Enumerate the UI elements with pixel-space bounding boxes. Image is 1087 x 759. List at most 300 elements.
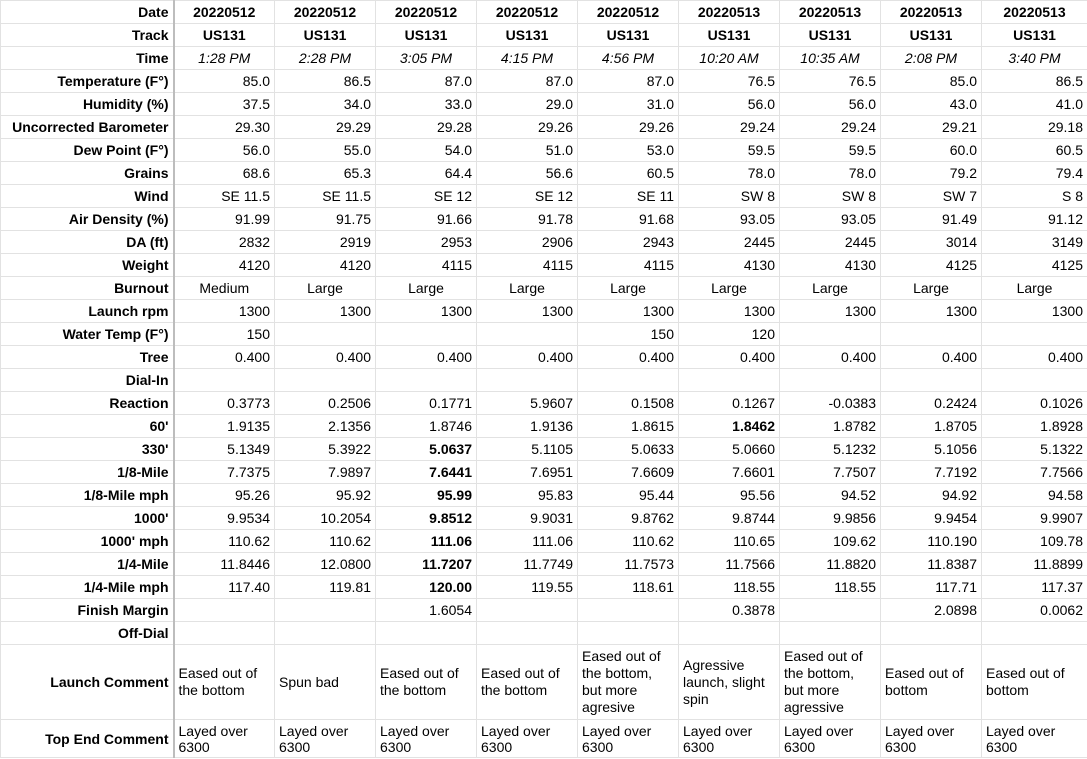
- table-cell[interactable]: [578, 369, 679, 392]
- table-cell[interactable]: 110.190: [881, 530, 982, 553]
- table-cell[interactable]: US131: [780, 24, 881, 47]
- table-cell[interactable]: 11.8820: [780, 553, 881, 576]
- table-cell[interactable]: 0.400: [275, 346, 376, 369]
- table-cell[interactable]: Layed over 6300: [477, 720, 578, 758]
- table-cell[interactable]: 29.29: [275, 116, 376, 139]
- table-cell[interactable]: Large: [578, 277, 679, 300]
- table-cell[interactable]: 110.65: [679, 530, 780, 553]
- table-cell[interactable]: SE 12: [477, 185, 578, 208]
- row-label[interactable]: 1/8-Mile: [1, 461, 174, 484]
- table-cell[interactable]: Eased out of the bottom, but more agressive: [780, 645, 881, 720]
- table-cell[interactable]: 3149: [982, 231, 1087, 254]
- table-cell[interactable]: 29.24: [679, 116, 780, 139]
- table-cell[interactable]: 93.05: [679, 208, 780, 231]
- table-cell[interactable]: 29.26: [578, 116, 679, 139]
- table-cell[interactable]: 59.5: [780, 139, 881, 162]
- table-cell[interactable]: [174, 622, 275, 645]
- table-cell[interactable]: 87.0: [376, 70, 477, 93]
- table-cell[interactable]: 0.400: [982, 346, 1087, 369]
- table-cell[interactable]: Layed over 6300: [275, 720, 376, 758]
- table-cell[interactable]: 10:35 AM: [780, 47, 881, 70]
- table-cell[interactable]: 7.7507: [780, 461, 881, 484]
- table-cell[interactable]: 110.62: [578, 530, 679, 553]
- table-cell[interactable]: [982, 323, 1087, 346]
- table-cell[interactable]: 7.7566: [982, 461, 1087, 484]
- table-cell[interactable]: 1.8705: [881, 415, 982, 438]
- table-cell[interactable]: 20220512: [275, 1, 376, 24]
- table-cell[interactable]: 68.6: [174, 162, 275, 185]
- table-cell[interactable]: 0.400: [376, 346, 477, 369]
- table-cell[interactable]: 5.0660: [679, 438, 780, 461]
- row-label[interactable]: Grains: [1, 162, 174, 185]
- table-cell[interactable]: 51.0: [477, 139, 578, 162]
- table-cell[interactable]: Spun bad: [275, 645, 376, 720]
- table-cell[interactable]: SW 8: [780, 185, 881, 208]
- table-cell[interactable]: [376, 622, 477, 645]
- table-cell[interactable]: 1300: [477, 300, 578, 323]
- row-label[interactable]: Water Temp (F°): [1, 323, 174, 346]
- table-cell[interactable]: [275, 622, 376, 645]
- row-label[interactable]: Temperature (F°): [1, 70, 174, 93]
- table-cell[interactable]: 2.1356: [275, 415, 376, 438]
- table-cell[interactable]: 3:05 PM: [376, 47, 477, 70]
- table-cell[interactable]: US131: [982, 24, 1087, 47]
- table-cell[interactable]: 0.400: [174, 346, 275, 369]
- table-cell[interactable]: 0.400: [477, 346, 578, 369]
- table-cell[interactable]: 150: [578, 323, 679, 346]
- table-cell[interactable]: 20220512: [477, 1, 578, 24]
- row-label[interactable]: 1/8-Mile mph: [1, 484, 174, 507]
- table-cell[interactable]: 37.5: [174, 93, 275, 116]
- row-label[interactable]: Finish Margin: [1, 599, 174, 622]
- table-cell[interactable]: [275, 369, 376, 392]
- table-cell[interactable]: Large: [376, 277, 477, 300]
- table-cell[interactable]: 56.0: [679, 93, 780, 116]
- table-cell[interactable]: SE 11.5: [275, 185, 376, 208]
- table-cell[interactable]: 34.0: [275, 93, 376, 116]
- table-cell[interactable]: 1.8746: [376, 415, 477, 438]
- table-cell[interactable]: 11.7749: [477, 553, 578, 576]
- table-cell[interactable]: 11.8899: [982, 553, 1087, 576]
- table-cell[interactable]: 0.3773: [174, 392, 275, 415]
- table-cell[interactable]: 1.8928: [982, 415, 1087, 438]
- table-cell[interactable]: 93.05: [780, 208, 881, 231]
- table-cell[interactable]: Layed over 6300: [578, 720, 679, 758]
- table-cell[interactable]: 60.5: [578, 162, 679, 185]
- table-cell[interactable]: 150: [174, 323, 275, 346]
- table-cell[interactable]: 4:15 PM: [477, 47, 578, 70]
- table-cell[interactable]: SE 11.5: [174, 185, 275, 208]
- table-cell[interactable]: 118.55: [780, 576, 881, 599]
- row-label[interactable]: Air Density (%): [1, 208, 174, 231]
- table-cell[interactable]: 94.52: [780, 484, 881, 507]
- table-cell[interactable]: 11.8446: [174, 553, 275, 576]
- table-cell[interactable]: 60.5: [982, 139, 1087, 162]
- table-cell[interactable]: 117.37: [982, 576, 1087, 599]
- row-label[interactable]: Wind: [1, 185, 174, 208]
- table-cell[interactable]: 118.61: [578, 576, 679, 599]
- table-cell[interactable]: 9.9454: [881, 507, 982, 530]
- table-cell[interactable]: 29.26: [477, 116, 578, 139]
- row-label[interactable]: Reaction: [1, 392, 174, 415]
- table-cell[interactable]: 2919: [275, 231, 376, 254]
- table-cell[interactable]: US131: [174, 24, 275, 47]
- table-cell[interactable]: 64.4: [376, 162, 477, 185]
- table-cell[interactable]: 29.28: [376, 116, 477, 139]
- row-label[interactable]: DA (ft): [1, 231, 174, 254]
- table-cell[interactable]: 1:28 PM: [174, 47, 275, 70]
- table-cell[interactable]: 1300: [275, 300, 376, 323]
- table-cell[interactable]: [477, 323, 578, 346]
- table-cell[interactable]: [578, 599, 679, 622]
- table-cell[interactable]: Large: [679, 277, 780, 300]
- table-cell[interactable]: 9.8762: [578, 507, 679, 530]
- table-cell[interactable]: [477, 599, 578, 622]
- row-label[interactable]: Burnout: [1, 277, 174, 300]
- table-cell[interactable]: Layed over 6300: [174, 720, 275, 758]
- table-cell[interactable]: 29.0: [477, 93, 578, 116]
- table-cell[interactable]: 29.24: [780, 116, 881, 139]
- row-label[interactable]: Launch Comment: [1, 645, 174, 720]
- table-cell[interactable]: 2445: [780, 231, 881, 254]
- table-cell[interactable]: Eased out of the bottom: [376, 645, 477, 720]
- table-cell[interactable]: US131: [578, 24, 679, 47]
- table-cell[interactable]: US131: [376, 24, 477, 47]
- table-cell[interactable]: [477, 369, 578, 392]
- table-cell[interactable]: 95.44: [578, 484, 679, 507]
- table-cell[interactable]: 85.0: [881, 70, 982, 93]
- table-cell[interactable]: 20220512: [174, 1, 275, 24]
- table-cell[interactable]: 53.0: [578, 139, 679, 162]
- table-cell[interactable]: 4130: [679, 254, 780, 277]
- table-cell[interactable]: Large: [477, 277, 578, 300]
- table-cell[interactable]: 20220512: [578, 1, 679, 24]
- table-cell[interactable]: [982, 369, 1087, 392]
- table-cell[interactable]: 11.7207: [376, 553, 477, 576]
- table-cell[interactable]: 119.81: [275, 576, 376, 599]
- table-cell[interactable]: 7.6609: [578, 461, 679, 484]
- table-cell[interactable]: [174, 369, 275, 392]
- table-cell[interactable]: 9.8512: [376, 507, 477, 530]
- table-cell[interactable]: 7.9897: [275, 461, 376, 484]
- table-cell[interactable]: 4115: [376, 254, 477, 277]
- table-cell[interactable]: 117.40: [174, 576, 275, 599]
- table-cell[interactable]: 5.9607: [477, 392, 578, 415]
- table-cell[interactable]: 56.0: [780, 93, 881, 116]
- table-cell[interactable]: [881, 369, 982, 392]
- table-cell[interactable]: 110.62: [275, 530, 376, 553]
- table-cell[interactable]: 4:56 PM: [578, 47, 679, 70]
- table-cell[interactable]: Layed over 6300: [982, 720, 1087, 758]
- table-cell[interactable]: 0.400: [780, 346, 881, 369]
- table-cell[interactable]: 56.0: [174, 139, 275, 162]
- table-cell[interactable]: 1300: [174, 300, 275, 323]
- table-cell[interactable]: Large: [780, 277, 881, 300]
- table-cell[interactable]: 5.1232: [780, 438, 881, 461]
- table-cell[interactable]: 1.8615: [578, 415, 679, 438]
- table-cell[interactable]: 4130: [780, 254, 881, 277]
- table-cell[interactable]: [376, 323, 477, 346]
- row-label[interactable]: Humidity (%): [1, 93, 174, 116]
- table-cell[interactable]: 4120: [174, 254, 275, 277]
- table-cell[interactable]: 0.1267: [679, 392, 780, 415]
- table-cell[interactable]: 78.0: [780, 162, 881, 185]
- table-cell[interactable]: 2953: [376, 231, 477, 254]
- table-cell[interactable]: SE 11: [578, 185, 679, 208]
- table-cell[interactable]: [477, 622, 578, 645]
- row-label[interactable]: Date: [1, 1, 174, 24]
- table-cell[interactable]: 11.7573: [578, 553, 679, 576]
- table-cell[interactable]: [679, 369, 780, 392]
- table-cell[interactable]: 118.55: [679, 576, 780, 599]
- table-cell[interactable]: 0.1026: [982, 392, 1087, 415]
- table-cell[interactable]: 120: [679, 323, 780, 346]
- table-cell[interactable]: 33.0: [376, 93, 477, 116]
- table-cell[interactable]: 95.92: [275, 484, 376, 507]
- table-cell[interactable]: 10:20 AM: [679, 47, 780, 70]
- table-cell[interactable]: 79.2: [881, 162, 982, 185]
- table-cell[interactable]: 1300: [376, 300, 477, 323]
- table-cell[interactable]: [578, 622, 679, 645]
- table-cell[interactable]: [780, 369, 881, 392]
- table-cell[interactable]: Medium: [174, 277, 275, 300]
- table-cell[interactable]: [275, 599, 376, 622]
- table-cell[interactable]: SW 8: [679, 185, 780, 208]
- table-cell[interactable]: 0.0062: [982, 599, 1087, 622]
- table-cell[interactable]: 5.1349: [174, 438, 275, 461]
- table-cell[interactable]: Layed over 6300: [376, 720, 477, 758]
- table-cell[interactable]: 91.66: [376, 208, 477, 231]
- table-cell[interactable]: 9.8744: [679, 507, 780, 530]
- table-cell[interactable]: 5.0633: [578, 438, 679, 461]
- table-cell[interactable]: 20220513: [780, 1, 881, 24]
- table-cell[interactable]: 76.5: [679, 70, 780, 93]
- table-cell[interactable]: 109.78: [982, 530, 1087, 553]
- table-cell[interactable]: 7.6441: [376, 461, 477, 484]
- table-cell[interactable]: 1.8782: [780, 415, 881, 438]
- table-cell[interactable]: US131: [881, 24, 982, 47]
- table-cell[interactable]: Layed over 6300: [881, 720, 982, 758]
- table-cell[interactable]: 5.3922: [275, 438, 376, 461]
- table-cell[interactable]: 91.99: [174, 208, 275, 231]
- table-cell[interactable]: 0.1771: [376, 392, 477, 415]
- table-cell[interactable]: [780, 622, 881, 645]
- table-cell[interactable]: 56.6: [477, 162, 578, 185]
- table-cell[interactable]: 95.83: [477, 484, 578, 507]
- table-cell[interactable]: 11.7566: [679, 553, 780, 576]
- table-cell[interactable]: 0.2424: [881, 392, 982, 415]
- table-cell[interactable]: 1300: [679, 300, 780, 323]
- table-cell[interactable]: 2445: [679, 231, 780, 254]
- table-cell[interactable]: 5.0637: [376, 438, 477, 461]
- table-cell[interactable]: 94.92: [881, 484, 982, 507]
- table-cell[interactable]: 20220512: [376, 1, 477, 24]
- row-label[interactable]: Top End Comment: [1, 720, 174, 758]
- table-cell[interactable]: 9.9856: [780, 507, 881, 530]
- table-cell[interactable]: 31.0: [578, 93, 679, 116]
- table-cell[interactable]: Agressive launch, slight spin: [679, 645, 780, 720]
- table-cell[interactable]: 0.3878: [679, 599, 780, 622]
- table-cell[interactable]: 87.0: [578, 70, 679, 93]
- table-cell[interactable]: 87.0: [477, 70, 578, 93]
- row-label[interactable]: 60': [1, 415, 174, 438]
- table-cell[interactable]: 4115: [477, 254, 578, 277]
- table-cell[interactable]: 11.8387: [881, 553, 982, 576]
- table-cell[interactable]: 4125: [982, 254, 1087, 277]
- table-cell[interactable]: 4120: [275, 254, 376, 277]
- table-cell[interactable]: 20220513: [679, 1, 780, 24]
- table-cell[interactable]: 41.0: [982, 93, 1087, 116]
- table-cell[interactable]: Eased out of bottom: [982, 645, 1087, 720]
- table-cell[interactable]: 54.0: [376, 139, 477, 162]
- table-cell[interactable]: 91.12: [982, 208, 1087, 231]
- table-cell[interactable]: 9.9031: [477, 507, 578, 530]
- table-cell[interactable]: 86.5: [275, 70, 376, 93]
- table-cell[interactable]: [982, 622, 1087, 645]
- table-cell[interactable]: US131: [275, 24, 376, 47]
- table-cell[interactable]: 4115: [578, 254, 679, 277]
- table-cell[interactable]: Layed over 6300: [679, 720, 780, 758]
- table-cell[interactable]: 0.400: [881, 346, 982, 369]
- row-label[interactable]: Launch rpm: [1, 300, 174, 323]
- table-cell[interactable]: 119.55: [477, 576, 578, 599]
- table-cell[interactable]: 0.400: [679, 346, 780, 369]
- table-cell[interactable]: 59.5: [679, 139, 780, 162]
- table-cell[interactable]: 3:40 PM: [982, 47, 1087, 70]
- table-cell[interactable]: 91.68: [578, 208, 679, 231]
- table-cell[interactable]: 1.8462: [679, 415, 780, 438]
- table-cell[interactable]: 76.5: [780, 70, 881, 93]
- row-label[interactable]: Tree: [1, 346, 174, 369]
- table-cell[interactable]: [275, 323, 376, 346]
- table-cell[interactable]: 91.49: [881, 208, 982, 231]
- table-cell[interactable]: -0.0383: [780, 392, 881, 415]
- table-cell[interactable]: 95.56: [679, 484, 780, 507]
- table-cell[interactable]: 0.2506: [275, 392, 376, 415]
- table-cell[interactable]: 3014: [881, 231, 982, 254]
- table-cell[interactable]: 2832: [174, 231, 275, 254]
- table-cell[interactable]: [376, 369, 477, 392]
- table-cell[interactable]: 29.30: [174, 116, 275, 139]
- table-cell[interactable]: 0.400: [578, 346, 679, 369]
- table-cell[interactable]: 29.21: [881, 116, 982, 139]
- table-cell[interactable]: 1300: [881, 300, 982, 323]
- table-cell[interactable]: 65.3: [275, 162, 376, 185]
- table-cell[interactable]: 94.58: [982, 484, 1087, 507]
- table-cell[interactable]: 5.1056: [881, 438, 982, 461]
- row-label[interactable]: Weight: [1, 254, 174, 277]
- table-cell[interactable]: 7.7375: [174, 461, 275, 484]
- row-label[interactable]: Off-Dial: [1, 622, 174, 645]
- table-cell[interactable]: US131: [679, 24, 780, 47]
- table-cell[interactable]: Eased out of bottom: [881, 645, 982, 720]
- table-cell[interactable]: 111.06: [376, 530, 477, 553]
- table-cell[interactable]: S 8: [982, 185, 1087, 208]
- table-cell[interactable]: 91.75: [275, 208, 376, 231]
- row-label[interactable]: 1/4-Mile: [1, 553, 174, 576]
- table-cell[interactable]: SW 7: [881, 185, 982, 208]
- table-cell[interactable]: Large: [275, 277, 376, 300]
- table-cell[interactable]: 79.4: [982, 162, 1087, 185]
- row-label[interactable]: Uncorrected Barometer: [1, 116, 174, 139]
- table-cell[interactable]: US131: [477, 24, 578, 47]
- table-cell[interactable]: 7.6951: [477, 461, 578, 484]
- table-cell[interactable]: 86.5: [982, 70, 1087, 93]
- table-cell[interactable]: 1.9136: [477, 415, 578, 438]
- table-cell[interactable]: [174, 599, 275, 622]
- row-label[interactable]: Dew Point (F°): [1, 139, 174, 162]
- table-cell[interactable]: 109.62: [780, 530, 881, 553]
- table-cell[interactable]: 95.99: [376, 484, 477, 507]
- table-cell[interactable]: [679, 622, 780, 645]
- table-cell[interactable]: SE 12: [376, 185, 477, 208]
- table-cell[interactable]: 2:28 PM: [275, 47, 376, 70]
- row-label[interactable]: 1000' mph: [1, 530, 174, 553]
- table-cell[interactable]: 5.1322: [982, 438, 1087, 461]
- table-cell[interactable]: 1.6054: [376, 599, 477, 622]
- table-cell[interactable]: 29.18: [982, 116, 1087, 139]
- row-label[interactable]: 1/4-Mile mph: [1, 576, 174, 599]
- table-cell[interactable]: 20220513: [881, 1, 982, 24]
- table-cell[interactable]: Layed over 6300: [780, 720, 881, 758]
- row-label[interactable]: 330': [1, 438, 174, 461]
- table-cell[interactable]: 9.9907: [982, 507, 1087, 530]
- row-label[interactable]: 1000': [1, 507, 174, 530]
- table-cell[interactable]: [881, 622, 982, 645]
- table-cell[interactable]: 110.62: [174, 530, 275, 553]
- table-cell[interactable]: 60.0: [881, 139, 982, 162]
- table-cell[interactable]: [780, 599, 881, 622]
- row-label[interactable]: Track: [1, 24, 174, 47]
- table-cell[interactable]: Large: [881, 277, 982, 300]
- table-cell[interactable]: 10.2054: [275, 507, 376, 530]
- table-cell[interactable]: [780, 323, 881, 346]
- table-cell[interactable]: Eased out of the bottom: [477, 645, 578, 720]
- table-cell[interactable]: 2:08 PM: [881, 47, 982, 70]
- table-cell[interactable]: 20220513: [982, 1, 1087, 24]
- table-cell[interactable]: 7.6601: [679, 461, 780, 484]
- row-label[interactable]: Dial-In: [1, 369, 174, 392]
- table-cell[interactable]: Eased out of the bottom: [174, 645, 275, 720]
- table-cell[interactable]: 2943: [578, 231, 679, 254]
- table-cell[interactable]: 2906: [477, 231, 578, 254]
- table-cell[interactable]: 4125: [881, 254, 982, 277]
- table-cell[interactable]: 5.1105: [477, 438, 578, 461]
- table-cell[interactable]: 0.1508: [578, 392, 679, 415]
- table-cell[interactable]: 1300: [780, 300, 881, 323]
- table-cell[interactable]: 2.0898: [881, 599, 982, 622]
- table-cell[interactable]: 78.0: [679, 162, 780, 185]
- table-cell[interactable]: 1300: [982, 300, 1087, 323]
- row-label[interactable]: Time: [1, 47, 174, 70]
- table-cell[interactable]: Large: [982, 277, 1087, 300]
- table-cell[interactable]: 12.0800: [275, 553, 376, 576]
- table-cell[interactable]: 120.00: [376, 576, 477, 599]
- table-cell[interactable]: 117.71: [881, 576, 982, 599]
- table-cell[interactable]: 1300: [578, 300, 679, 323]
- table-cell[interactable]: 7.7192: [881, 461, 982, 484]
- table-cell[interactable]: Eased out of the bottom, but more agresive: [578, 645, 679, 720]
- table-cell[interactable]: [881, 323, 982, 346]
- table-cell[interactable]: 95.26: [174, 484, 275, 507]
- table-cell[interactable]: 111.06: [477, 530, 578, 553]
- table-cell[interactable]: 9.9534: [174, 507, 275, 530]
- table-cell[interactable]: 1.9135: [174, 415, 275, 438]
- table-cell[interactable]: 55.0: [275, 139, 376, 162]
- table-cell[interactable]: 43.0: [881, 93, 982, 116]
- table-cell[interactable]: 91.78: [477, 208, 578, 231]
- table-cell[interactable]: 85.0: [174, 70, 275, 93]
